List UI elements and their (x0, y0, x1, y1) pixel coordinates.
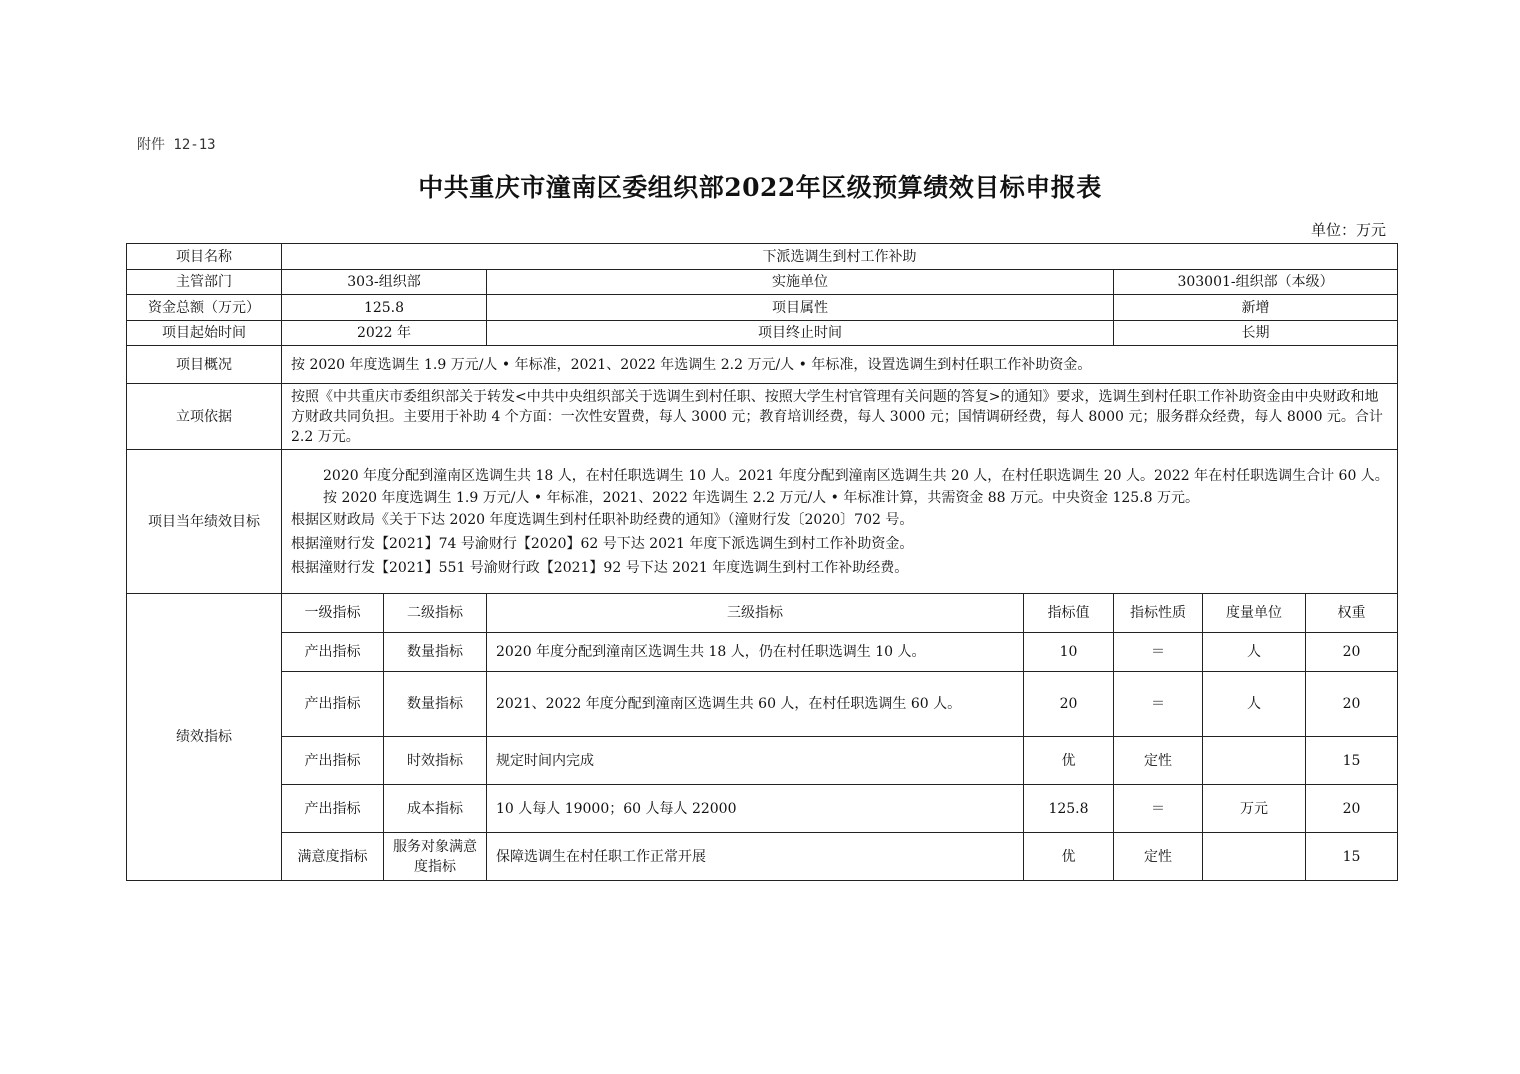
table-row (127, 737, 1398, 785)
row-fund (127, 295, 1398, 321)
basis-label: 立项依据 (127, 384, 282, 450)
start-label: 项目起始时间 (127, 321, 282, 346)
perf-unit: 人 (1203, 672, 1306, 737)
perf-l1: 产出指标 (282, 785, 384, 833)
overview-value: 按 2020 年度选调生 1.9 万元/人 • 年标准，2021、2022 年选调生 2.2 万元/人 • 年标准，设置选调生到村任职工作补助资金。 (282, 346, 1398, 384)
perf-nature: ＝ (1114, 785, 1203, 833)
impl-value: 303001-组织部（本级） (1114, 270, 1398, 295)
perf-weight: 15 (1306, 737, 1398, 785)
perf-l1: 产出指标 (282, 672, 384, 737)
row-basis (127, 384, 1398, 450)
perf-l3: 2021、2022 年度分配到潼南区选调生共 60 人，在村任职选调生 60 人。 (487, 672, 1024, 737)
perf-header-l3: 三级指标 (487, 594, 1024, 633)
basis-value: 按照《中共重庆市委组织部关于转发<中共中央组织部关于选调生到村任职、按照大学生村官管理有关问题的答复>的通知》要求，选调生到村任职工作补助资金由中央财政和地方财政共同负担。主要用于补助 4 个方面：一次性安置费，每人 3000 元；教育培训经费，每人 3000 元；国情调研经费，每人 8000 元；服务群众经费，每人 8000 元。合计 2.2 万元。 (282, 384, 1398, 450)
dept-label: 主管部门 (127, 270, 282, 295)
goal-line: 按 2020 年度选调生 1.9 万元/人 • 年标准，2021、2022 年选调生 2.2 万元/人 • 年标准计算，共需资金 88 万元。中央资金 125.8 万元。 (323, 489, 1200, 506)
perf-value: 优 (1024, 833, 1114, 881)
perf-l1: 满意度指标 (282, 833, 384, 881)
project-name-label: 项目名称 (127, 244, 282, 270)
perf-unit (1203, 737, 1306, 785)
end-value: 长期 (1114, 321, 1398, 346)
perf-l1: 产出指标 (282, 633, 384, 672)
row-overview (127, 346, 1398, 384)
row-goal (127, 450, 1398, 594)
perf-value: 125.8 (1024, 785, 1114, 833)
row-project-name (127, 244, 1398, 270)
perf-header-row (127, 594, 1398, 633)
perf-l3: 规定时间内完成 (487, 737, 1024, 785)
page-title: 中共重庆市潼南区委组织部2022年区级预算绩效目标申报表 (418, 173, 1102, 202)
perf-header-value: 指标值 (1024, 594, 1114, 633)
perf-l2: 时效指标 (384, 737, 487, 785)
perf-l3: 2020 年度分配到潼南区选调生共 18 人，仍在村任职选调生 10 人。 (487, 633, 1024, 672)
perf-value: 优 (1024, 737, 1114, 785)
perf-header-weight: 权重 (1306, 594, 1398, 633)
row-dept (127, 270, 1398, 295)
perf-header-l2: 二级指标 (384, 594, 487, 633)
perf-unit: 万元 (1203, 785, 1306, 833)
perf-header-unit: 度量单位 (1203, 594, 1306, 633)
budget-table (126, 243, 1398, 881)
perf-nature: 定性 (1114, 737, 1203, 785)
perf-weight: 20 (1306, 785, 1398, 833)
perf-weight: 15 (1306, 833, 1398, 881)
impl-label: 实施单位 (487, 270, 1114, 295)
perf-l2: 成本指标 (384, 785, 487, 833)
overview-label: 项目概况 (127, 346, 282, 384)
perf-unit (1203, 833, 1306, 881)
attr-value: 新增 (1114, 295, 1398, 321)
goal-line: 2020 年度分配到潼南区选调生共 18 人，在村任职选调生 10 人。2021 年度分配到潼南区选调生共 20 人，在村任职选调生 20 人。2022 年在村任职选调生合计 60 人。 (323, 467, 1389, 484)
perf-unit: 人 (1203, 633, 1306, 672)
perf-weight: 20 (1306, 633, 1398, 672)
goal-line: 根据区财政局《关于下达 2020 年度选调生到村任职补助经费的通知》（潼财行发〔2020〕702 号。 (291, 511, 914, 528)
perf-l3: 10 人每人 19000；60 人每人 22000 (487, 785, 1024, 833)
perf-value: 10 (1024, 633, 1114, 672)
perf-value: 20 (1024, 672, 1114, 737)
start-value: 2022 年 (282, 321, 487, 346)
perf-header-nature: 指标性质 (1114, 594, 1203, 633)
table-row (127, 672, 1398, 737)
perf-nature: ＝ (1114, 672, 1203, 737)
perf-l3: 保障选调生在村任职工作正常开展 (487, 833, 1024, 881)
perf-label: 绩效指标 (127, 594, 282, 881)
perf-weight: 20 (1306, 672, 1398, 737)
goal-line: 根据潼财行发【2021】74 号渝财行【2020】62 号下达 2021 年度下派选调生到村工作补助资金。 (291, 535, 914, 552)
project-name-value: 下派选调生到村工作补助 (282, 244, 1398, 270)
perf-l2: 服务对象满意度指标 (384, 833, 487, 881)
attachment-number: 附件 12-13 (137, 137, 216, 153)
table-row (127, 633, 1398, 672)
perf-nature: ＝ (1114, 633, 1203, 672)
table-row (127, 785, 1398, 833)
fund-label: 资金总额（万元） (127, 295, 282, 321)
goal-line: 根据潼财行发【2021】551 号渝财行政【2021】92 号下达 2021 年度选调生到村工作补助经费。 (291, 559, 909, 576)
row-time (127, 321, 1398, 346)
goal-value (282, 450, 1398, 594)
perf-l1: 产出指标 (282, 737, 384, 785)
table-row (127, 833, 1398, 881)
attr-label: 项目属性 (487, 295, 1114, 321)
end-label: 项目终止时间 (487, 321, 1114, 346)
dept-value: 303-组织部 (282, 270, 487, 295)
perf-nature: 定性 (1114, 833, 1203, 881)
fund-value: 125.8 (282, 295, 487, 321)
unit-label: 单位：万元 (1310, 221, 1386, 239)
perf-l2: 数量指标 (384, 633, 487, 672)
goal-label: 项目当年绩效目标 (127, 450, 282, 594)
perf-l2: 数量指标 (384, 672, 487, 737)
perf-header-l1: 一级指标 (282, 594, 384, 633)
